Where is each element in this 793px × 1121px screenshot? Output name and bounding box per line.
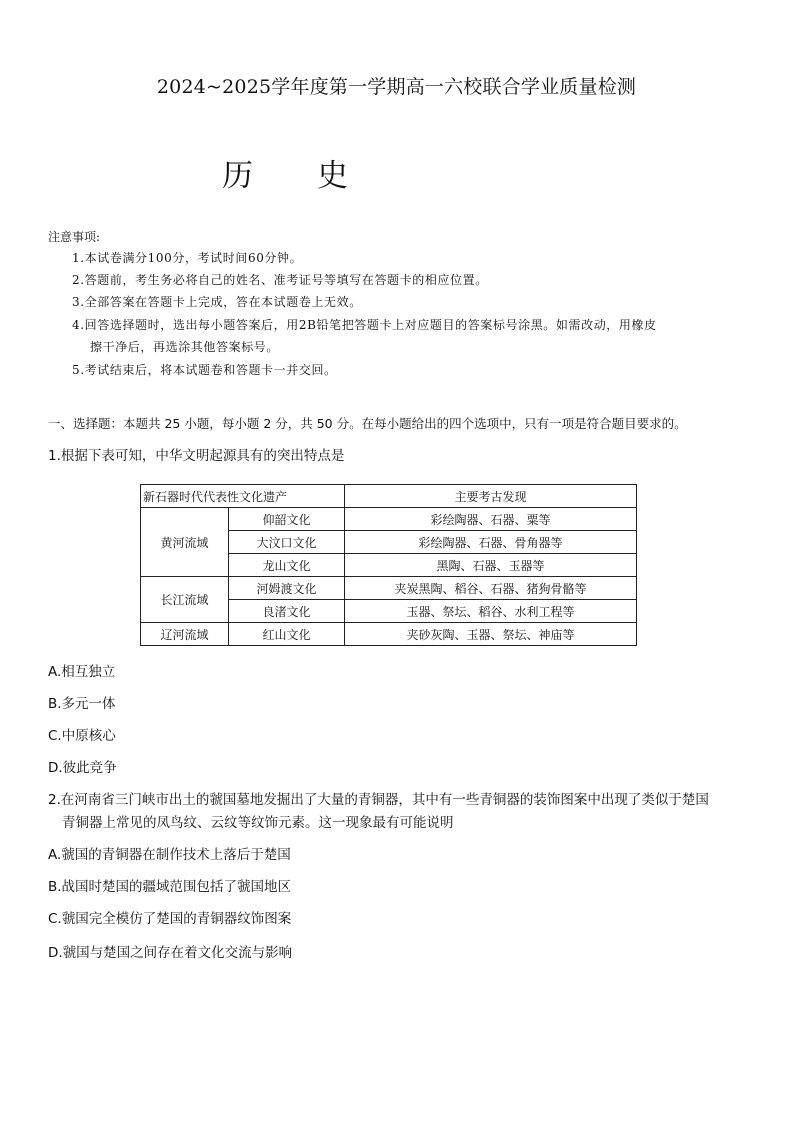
subject-char-2: 史 — [317, 158, 348, 194]
question-1-option-b: B.多元一体 — [48, 696, 116, 712]
question-2-option-a: A.虢国的青铜器在制作技术上落后于楚国 — [48, 847, 291, 863]
table-header-row — [141, 485, 637, 508]
culture-cell: 仰韶文化 — [229, 508, 345, 531]
table-row — [141, 508, 637, 531]
question-2-option-c: C.虢国完全模仿了楚国的青铜器纹饰图案 — [48, 911, 292, 927]
question-1-option-a: A.相互独立 — [48, 664, 116, 680]
notice-item-1: 1.本试卷满分100分，考试时间60分钟。 — [72, 251, 303, 265]
finds-cell: 彩绘陶器、石器、粟等 — [345, 508, 637, 531]
region-cell: 辽河流域 — [141, 623, 229, 646]
finds-cell: 夹砂灰陶、玉器、祭坛、神庙等 — [345, 623, 637, 646]
finds-cell: 玉器、祭坛、稻谷、水利工程等 — [345, 600, 637, 623]
culture-cell: 良渚文化 — [229, 600, 345, 623]
table-row — [141, 577, 637, 600]
exam-title: 2024~2025学年度第一学期高一六校联合学业质量检测 — [156, 76, 637, 98]
question-1-option-d: D.彼此竞争 — [48, 760, 117, 776]
notice-item-2: 2.答题前，考生务必将自己的姓名、准考证号等填写在答题卡的相应位置。 — [72, 273, 488, 287]
question-1-option-c: C.中原核心 — [48, 728, 116, 744]
table-header: 新石器时代代表性文化遗产 — [141, 485, 345, 508]
region-cell: 黄河流域 — [141, 508, 229, 577]
culture-cell: 河姆渡文化 — [229, 577, 345, 600]
section-title: 一、选择题：本题共 25 小题，每小题 2 分，共 50 分。在每小题给出的四个选项中，只有一项是符合题目要求的。 — [48, 416, 687, 431]
question-2-option-d: D.虢国与楚国之间存在着文化交流与影响 — [48, 945, 293, 961]
question-1-stem: 1.根据下表可知，中华文明起源具有的突出特点是 — [48, 448, 345, 464]
notice-item-3: 3.全部答案在答题卡上完成，答在本试题卷上无效。 — [72, 295, 362, 309]
culture-table — [140, 484, 637, 646]
subject-char-1: 历 — [222, 158, 253, 194]
notice-heading: 注意事项: — [48, 230, 101, 244]
finds-cell: 黑陶、石器、玉器等 — [345, 554, 637, 577]
question-2-stem: 2.在河南省三门峡市出土的虢国墓地发掘出了大量的青铜器，其中有一些青铜器的装饰图案中出现了类似于楚国 — [48, 792, 709, 808]
question-2-stem-cont: 青铜器上常见的凤鸟纹、云纹等纹饰元素。这一现象最有可能说明 — [62, 815, 454, 831]
notice-item-4: 4.回答选择题时，选出每小题答案后，用2B铅笔把答题卡上对应题目的答案标号涂黑。如需改动，用橡皮 — [72, 318, 657, 332]
notice-item-5: 5.考试结束后，将本试题卷和答题卡一并交回。 — [72, 363, 337, 377]
culture-cell: 大汶口文化 — [229, 531, 345, 554]
subject-title — [222, 150, 348, 195]
finds-cell: 夹炭黑陶、稻谷、石器、猪狗骨骼等 — [345, 577, 637, 600]
table-row — [141, 623, 637, 646]
notice-item-4-cont: 擦干净后，再选涂其他答案标号。 — [90, 340, 280, 354]
region-cell: 长江流域 — [141, 577, 229, 623]
culture-cell: 龙山文化 — [229, 554, 345, 577]
question-2-option-b: B.战国时楚国的疆域范围包括了虢国地区 — [48, 879, 292, 895]
table-header: 主要考古发现 — [345, 485, 637, 508]
finds-cell: 彩绘陶器、石器、骨角器等 — [345, 531, 637, 554]
culture-cell: 红山文化 — [229, 623, 345, 646]
